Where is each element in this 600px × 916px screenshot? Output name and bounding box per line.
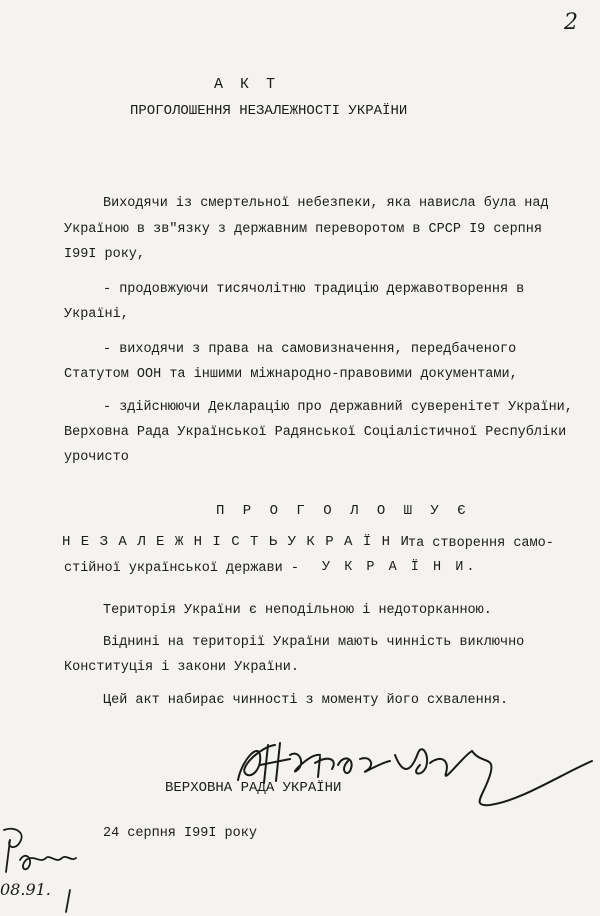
preamble-line: - здійснюючи Декларацію про державний суверенітет України, <box>103 400 573 415</box>
margin-signature <box>0 820 90 916</box>
preamble-line: Статутом ООН та іншими міжнародно-правовими документами, <box>64 367 518 382</box>
state-name: У К Р А Ї Н И. <box>322 560 478 575</box>
document-title: А К Т <box>214 76 280 93</box>
handwritten-signature <box>220 725 600 825</box>
preamble-line: урочисто <box>64 450 129 465</box>
preamble-line: Виходячи із смертельної небезпеки, яка нависла була над <box>103 196 549 211</box>
page-number: 2 <box>564 10 578 35</box>
clause-effect: Цей акт набирає чинності з моменту його схвалення. <box>103 693 509 708</box>
signatory: ВЕРХОВНА РАДА УКРАЇНИ <box>165 780 342 796</box>
preamble-line: Верховна Рада Української Радянської Соціалістичної Республіки <box>64 425 567 440</box>
proclaims-heading: П Р О Г О Л О Ш У Є <box>216 503 471 519</box>
preamble-line: - виходячи з права на самовизначення, передбаченого <box>103 342 517 357</box>
preamble-line: Україною в зв"язку з державним переворотом в СРСР I9 серпня <box>64 222 542 237</box>
margin-date-note: 08.91. <box>0 880 51 899</box>
clause-territory: Територія України є неподільною і недоторканною. <box>103 603 492 618</box>
declaration-text: стійної української держави - <box>64 561 299 576</box>
independence-declaration: Н Е З А Л Е Ж Н І С Т Ь У К Р А Ї Н И <box>62 534 410 550</box>
document-date: 24 серпня I99I року <box>103 826 257 841</box>
preamble-line: - продовжуючи тисячолітню традицію державотворення в <box>103 282 525 297</box>
clause-constitution: Конституція і закони України. <box>64 660 299 675</box>
document-subtitle: ПРОГОЛОШЕННЯ НЕЗАЛЕЖНОСТІ УКРАЇНИ <box>130 103 408 119</box>
clause-constitution: Віднині на території України мають чинність виключно <box>103 635 525 650</box>
preamble-line: Україні, <box>64 307 129 322</box>
declaration-text: та створення само- <box>408 536 554 551</box>
preamble-line: I99I року, <box>64 247 146 262</box>
